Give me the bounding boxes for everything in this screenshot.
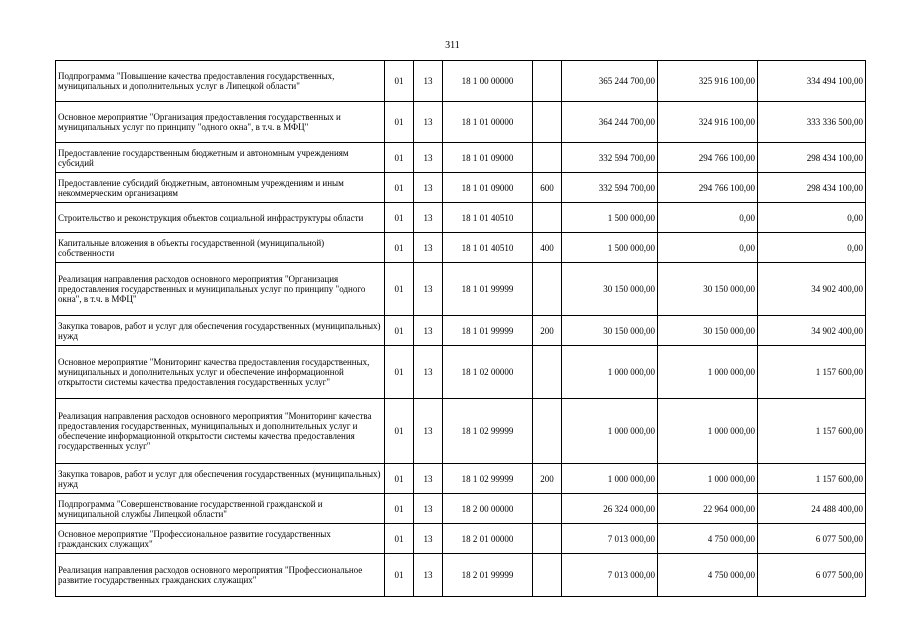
section-cell: 01 [385,173,414,203]
amount-year1-cell: 332 594 700,00 [562,173,658,203]
section-cell: 01 [385,61,414,102]
table-row [56,554,866,597]
amount-year2-cell: 30 150 000,00 [658,263,758,316]
expense-type-cell: 200 [533,316,562,346]
table-row [56,173,866,203]
section-cell: 01 [385,233,414,263]
subsection-cell: 13 [414,173,443,203]
subsection-cell: 13 [414,494,443,524]
amount-year3-cell: 298 434 100,00 [758,173,866,203]
row-name-cell: Капитальные вложения в объекты государственной (муниципальной) собственности [56,233,385,263]
target-code-cell: 18 1 01 00000 [443,102,533,143]
amount-year1-cell: 1 000 000,00 [562,464,658,494]
row-name-cell: Реализация направления расходов основного мероприятия "Профессиональное развитие государственных гражданских служащих" [56,554,385,597]
expense-type-cell [533,203,562,233]
target-code-cell: 18 1 01 09000 [443,173,533,203]
page-number: 311 [445,40,460,51]
subsection-cell: 13 [414,102,443,143]
section-cell: 01 [385,464,414,494]
amount-year3-cell: 6 077 500,00 [758,524,866,554]
amount-year2-cell: 4 750 000,00 [658,554,758,597]
row-name-cell: Закупка товаров, работ и услуг для обеспечения государственных (муниципальных) нужд [56,316,385,346]
subsection-cell: 13 [414,233,443,263]
amount-year1-cell: 26 324 000,00 [562,494,658,524]
section-cell: 01 [385,203,414,233]
target-code-cell: 18 1 02 99999 [443,399,533,464]
amount-year3-cell: 334 494 100,00 [758,61,866,102]
budget-table [55,60,866,597]
amount-year2-cell: 1 000 000,00 [658,399,758,464]
amount-year2-cell: 324 916 100,00 [658,102,758,143]
amount-year3-cell: 0,00 [758,203,866,233]
amount-year3-cell: 34 902 400,00 [758,316,866,346]
subsection-cell: 13 [414,263,443,316]
amount-year1-cell: 364 244 700,00 [562,102,658,143]
target-code-cell: 18 1 01 99999 [443,263,533,316]
section-cell: 01 [385,494,414,524]
table-row [56,316,866,346]
amount-year2-cell: 0,00 [658,203,758,233]
expense-type-cell [533,102,562,143]
amount-year3-cell: 298 434 100,00 [758,143,866,173]
section-cell: 01 [385,346,414,399]
expense-type-cell: 600 [533,173,562,203]
section-cell: 01 [385,143,414,173]
amount-year2-cell: 294 766 100,00 [658,173,758,203]
row-name-cell: Реализация направления расходов основного мероприятия "Организация предоставления государственных и муниципальных услуг по принципу "одного окна", в т.ч. в МФЦ" [56,263,385,316]
subsection-cell: 13 [414,346,443,399]
subsection-cell: 13 [414,203,443,233]
amount-year2-cell: 30 150 000,00 [658,316,758,346]
amount-year2-cell: 0,00 [658,233,758,263]
amount-year2-cell: 325 916 100,00 [658,61,758,102]
target-code-cell: 18 2 00 00000 [443,494,533,524]
amount-year1-cell: 7 013 000,00 [562,524,658,554]
row-name-cell: Строительство и реконструкция объектов социальной инфраструктуры области [56,203,385,233]
section-cell: 01 [385,263,414,316]
amount-year3-cell: 34 902 400,00 [758,263,866,316]
target-code-cell: 18 1 01 99999 [443,316,533,346]
target-code-cell: 18 2 01 00000 [443,524,533,554]
subsection-cell: 13 [414,464,443,494]
row-name-cell: Предоставление государственным бюджетным и автономным учреждениям субсидий [56,143,385,173]
expense-type-cell: 400 [533,233,562,263]
expense-type-cell [533,143,562,173]
table-row [56,233,866,263]
subsection-cell: 13 [414,554,443,597]
table-row [56,524,866,554]
expense-type-cell [533,263,562,316]
subsection-cell: 13 [414,61,443,102]
amount-year3-cell: 24 488 400,00 [758,494,866,524]
amount-year2-cell: 294 766 100,00 [658,143,758,173]
row-name-cell: Основное мероприятие "Организация предоставления государственных и муниципальных услуг по принципу "одного окна", в т.ч. в МФЦ" [56,102,385,143]
target-code-cell: 18 1 00 00000 [443,61,533,102]
amount-year1-cell: 1 500 000,00 [562,233,658,263]
target-code-cell: 18 1 01 09000 [443,143,533,173]
target-code-cell: 18 2 01 99999 [443,554,533,597]
amount-year2-cell: 22 964 000,00 [658,494,758,524]
subsection-cell: 13 [414,524,443,554]
amount-year1-cell: 30 150 000,00 [562,316,658,346]
expense-type-cell [533,554,562,597]
target-code-cell: 18 1 01 40510 [443,233,533,263]
target-code-cell: 18 1 02 99999 [443,464,533,494]
row-name-cell: Основное мероприятие "Мониторинг качества предоставления государственных, муниципальных и дополнительных услуг и обеспечение информационной открытости системы качества предоставления государственных услуг" [56,346,385,399]
table-row [56,102,866,143]
amount-year1-cell: 332 594 700,00 [562,143,658,173]
table-row [56,203,866,233]
amount-year3-cell: 6 077 500,00 [758,554,866,597]
amount-year1-cell: 30 150 000,00 [562,263,658,316]
amount-year1-cell: 7 013 000,00 [562,554,658,597]
expense-type-cell [533,494,562,524]
section-cell: 01 [385,399,414,464]
expense-type-cell: 200 [533,464,562,494]
amount-year3-cell: 1 157 600,00 [758,399,866,464]
amount-year1-cell: 365 244 700,00 [562,61,658,102]
target-code-cell: 18 1 02 00000 [443,346,533,399]
row-name-cell: Основное мероприятие "Профессиональное развитие государственных гражданских служащих" [56,524,385,554]
amount-year2-cell: 4 750 000,00 [658,524,758,554]
amount-year3-cell: 0,00 [758,233,866,263]
expense-type-cell [533,524,562,554]
table-row [56,143,866,173]
amount-year1-cell: 1 000 000,00 [562,399,658,464]
row-name-cell: Реализация направления расходов основного мероприятия "Мониторинг качества предоставления государственных, муниципальных и дополнительных услуг и обеспечение информационной открытости системы качества предоставления государственных услуг" [56,399,385,464]
row-name-cell: Подпрограмма "Повышение качества предоставления государственных, муниципальных и дополнительных услуг в Липецкой области" [56,61,385,102]
amount-year3-cell: 333 336 500,00 [758,102,866,143]
table-row [56,61,866,102]
amount-year3-cell: 1 157 600,00 [758,346,866,399]
subsection-cell: 13 [414,143,443,173]
section-cell: 01 [385,554,414,597]
row-name-cell: Подпрограмма "Совершенствование государственной гражданской и муниципальной службы Липецкой области" [56,494,385,524]
table-row [56,263,866,316]
row-name-cell: Закупка товаров, работ и услуг для обеспечения государственных (муниципальных) нужд [56,464,385,494]
section-cell: 01 [385,102,414,143]
table-row [56,399,866,464]
amount-year2-cell: 1 000 000,00 [658,346,758,399]
target-code-cell: 18 1 01 40510 [443,203,533,233]
table-row [56,464,866,494]
expense-type-cell [533,61,562,102]
table-row [56,494,866,524]
subsection-cell: 13 [414,399,443,464]
amount-year3-cell: 1 157 600,00 [758,464,866,494]
section-cell: 01 [385,524,414,554]
row-name-cell: Предоставление субсидий бюджетным, автономным учреждениям и иным некоммерческим организациям [56,173,385,203]
expense-type-cell [533,346,562,399]
expense-type-cell [533,399,562,464]
table-row [56,346,866,399]
amount-year2-cell: 1 000 000,00 [658,464,758,494]
section-cell: 01 [385,316,414,346]
amount-year1-cell: 1 000 000,00 [562,346,658,399]
subsection-cell: 13 [414,316,443,346]
amount-year1-cell: 1 500 000,00 [562,203,658,233]
